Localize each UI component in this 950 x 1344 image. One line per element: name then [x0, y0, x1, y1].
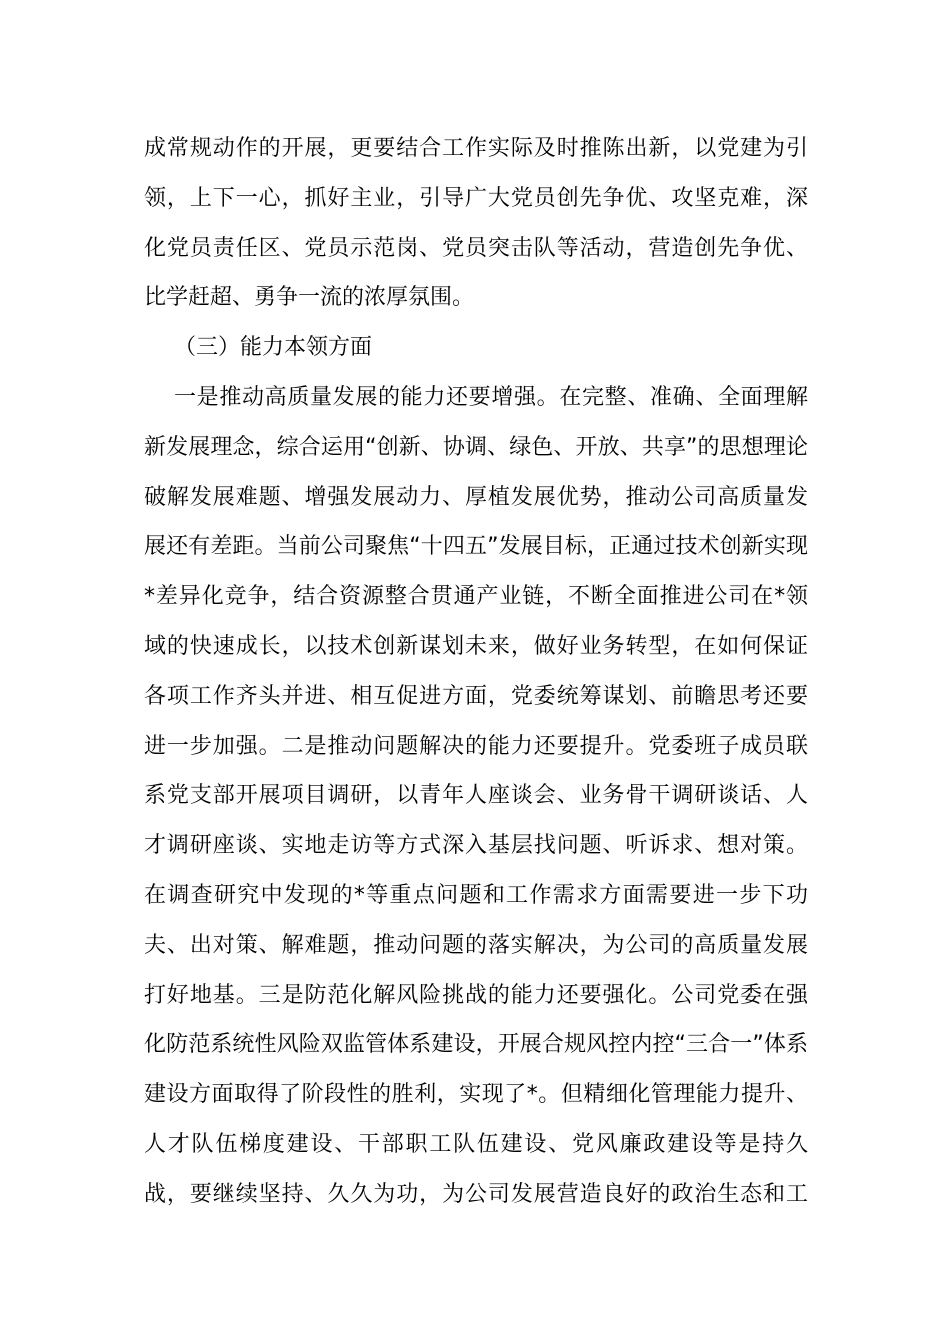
text-line: 域的快速成长，以技术创新谋划未来，做好业务转型，在如何保证 — [144, 633, 808, 659]
text-line: 化党员责任区、党员示范岗、党员突击队等活动，营造创先争优、 — [144, 235, 808, 261]
text-line: 打好地基。三是防范化解风险挑战的能力还要强化。公司党委在强 — [144, 982, 808, 1008]
text-line: 进一步加强。二是推动问题解决的能力还要提升。党委班子成员联 — [144, 733, 808, 759]
text-line: 比学赶超、勇争一流的浓厚氛围。 — [144, 285, 475, 311]
paragraph-first-line: 一是推动高质量发展的能力还要增强。在完整、准确、全面理解 — [174, 384, 808, 410]
text-line: *差异化竞争，结合资源整合贯通产业链，不断全面推进公司在*领 — [144, 584, 808, 610]
text-line: 领，上下一心，抓好主业，引导广大党员创先争优、攻坚克难，深 — [144, 185, 808, 211]
section-heading: （三）能力本领方面 — [174, 335, 373, 361]
text-line: 战，要继续坚持、久久为功，为公司发展营造良好的政治生态和工 — [144, 1181, 808, 1207]
text-line: 人才队伍梯度建设、干部职工队伍建设、党风廉政建设等是持久 — [144, 1131, 808, 1157]
text-line: 各项工作齐头并进、相互促进方面，党委统筹谋划、前瞻思考还要 — [144, 683, 808, 709]
text-line: 化防范系统性风险双监管体系建设，开展合规风控内控“三合一”体系 — [144, 1032, 808, 1058]
text-line: 在调查研究中发现的*等重点问题和工作需求方面需要进一步下功 — [144, 882, 808, 908]
text-line: 新发展理念，综合运用“创新、协调、绿色、开放、共享”的思想理论 — [144, 434, 808, 460]
text-line: 才调研座谈、实地走访等方式深入基层找问题、听诉求、想对策。 — [144, 833, 808, 859]
text-line: 破解发展难题、增强发展动力、厚植发展优势，推动公司高质量发 — [144, 484, 808, 510]
text-line: 展还有差距。当前公司聚焦“十四五”发展目标，正通过技术创新实现 — [144, 534, 808, 560]
body-text — [144, 124, 808, 1220]
text-line: 系党支部开展项目调研，以青年人座谈会、业务骨干调研谈话、人 — [144, 783, 808, 809]
text-line: 成常规动作的开展，更要结合工作实际及时推陈出新，以党建为引 — [144, 136, 808, 161]
text-line: 建设方面取得了阶段性的胜利，实现了*。但精细化管理能力提升、 — [144, 1082, 808, 1108]
text-line: 夫、出对策、解难题，推动问题的落实解决，为公司的高质量发展 — [144, 932, 808, 958]
